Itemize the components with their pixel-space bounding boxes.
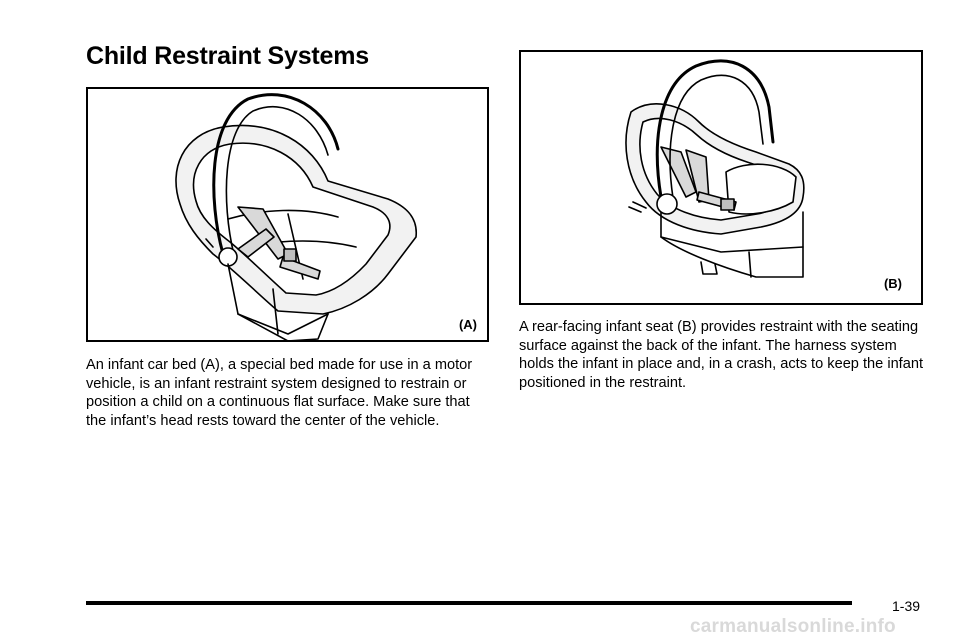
figure-a-label: (A): [458, 317, 477, 332]
infant-car-bed-paragraph: An infant car bed (A), a special bed made for use in a motor vehicle, is an infant restraint system designed to restrain or position a child on a continuous flat surface. Make sure that the infant’s head rests toward the center of the vehicle.: [86, 357, 473, 429]
rear-facing-infant-seat-illustration: [519, 50, 923, 305]
page-title: Child Restraint Systems: [86, 42, 369, 70]
page-number: 1-39: [892, 598, 921, 614]
infant-car-bed-illustration: [86, 87, 489, 342]
watermark-text: carmanualsonline.info: [690, 616, 896, 637]
rear-facing-seat-paragraph: A rear-facing infant seat (B) provides restraint with the seating surface against the back of the infant. The harness system holds the infant in place and, in a crash, acts to keep the infant positioned in the restraint.: [519, 319, 924, 391]
footer-rule: [86, 601, 852, 605]
figure-b-label: (B): [883, 276, 902, 291]
